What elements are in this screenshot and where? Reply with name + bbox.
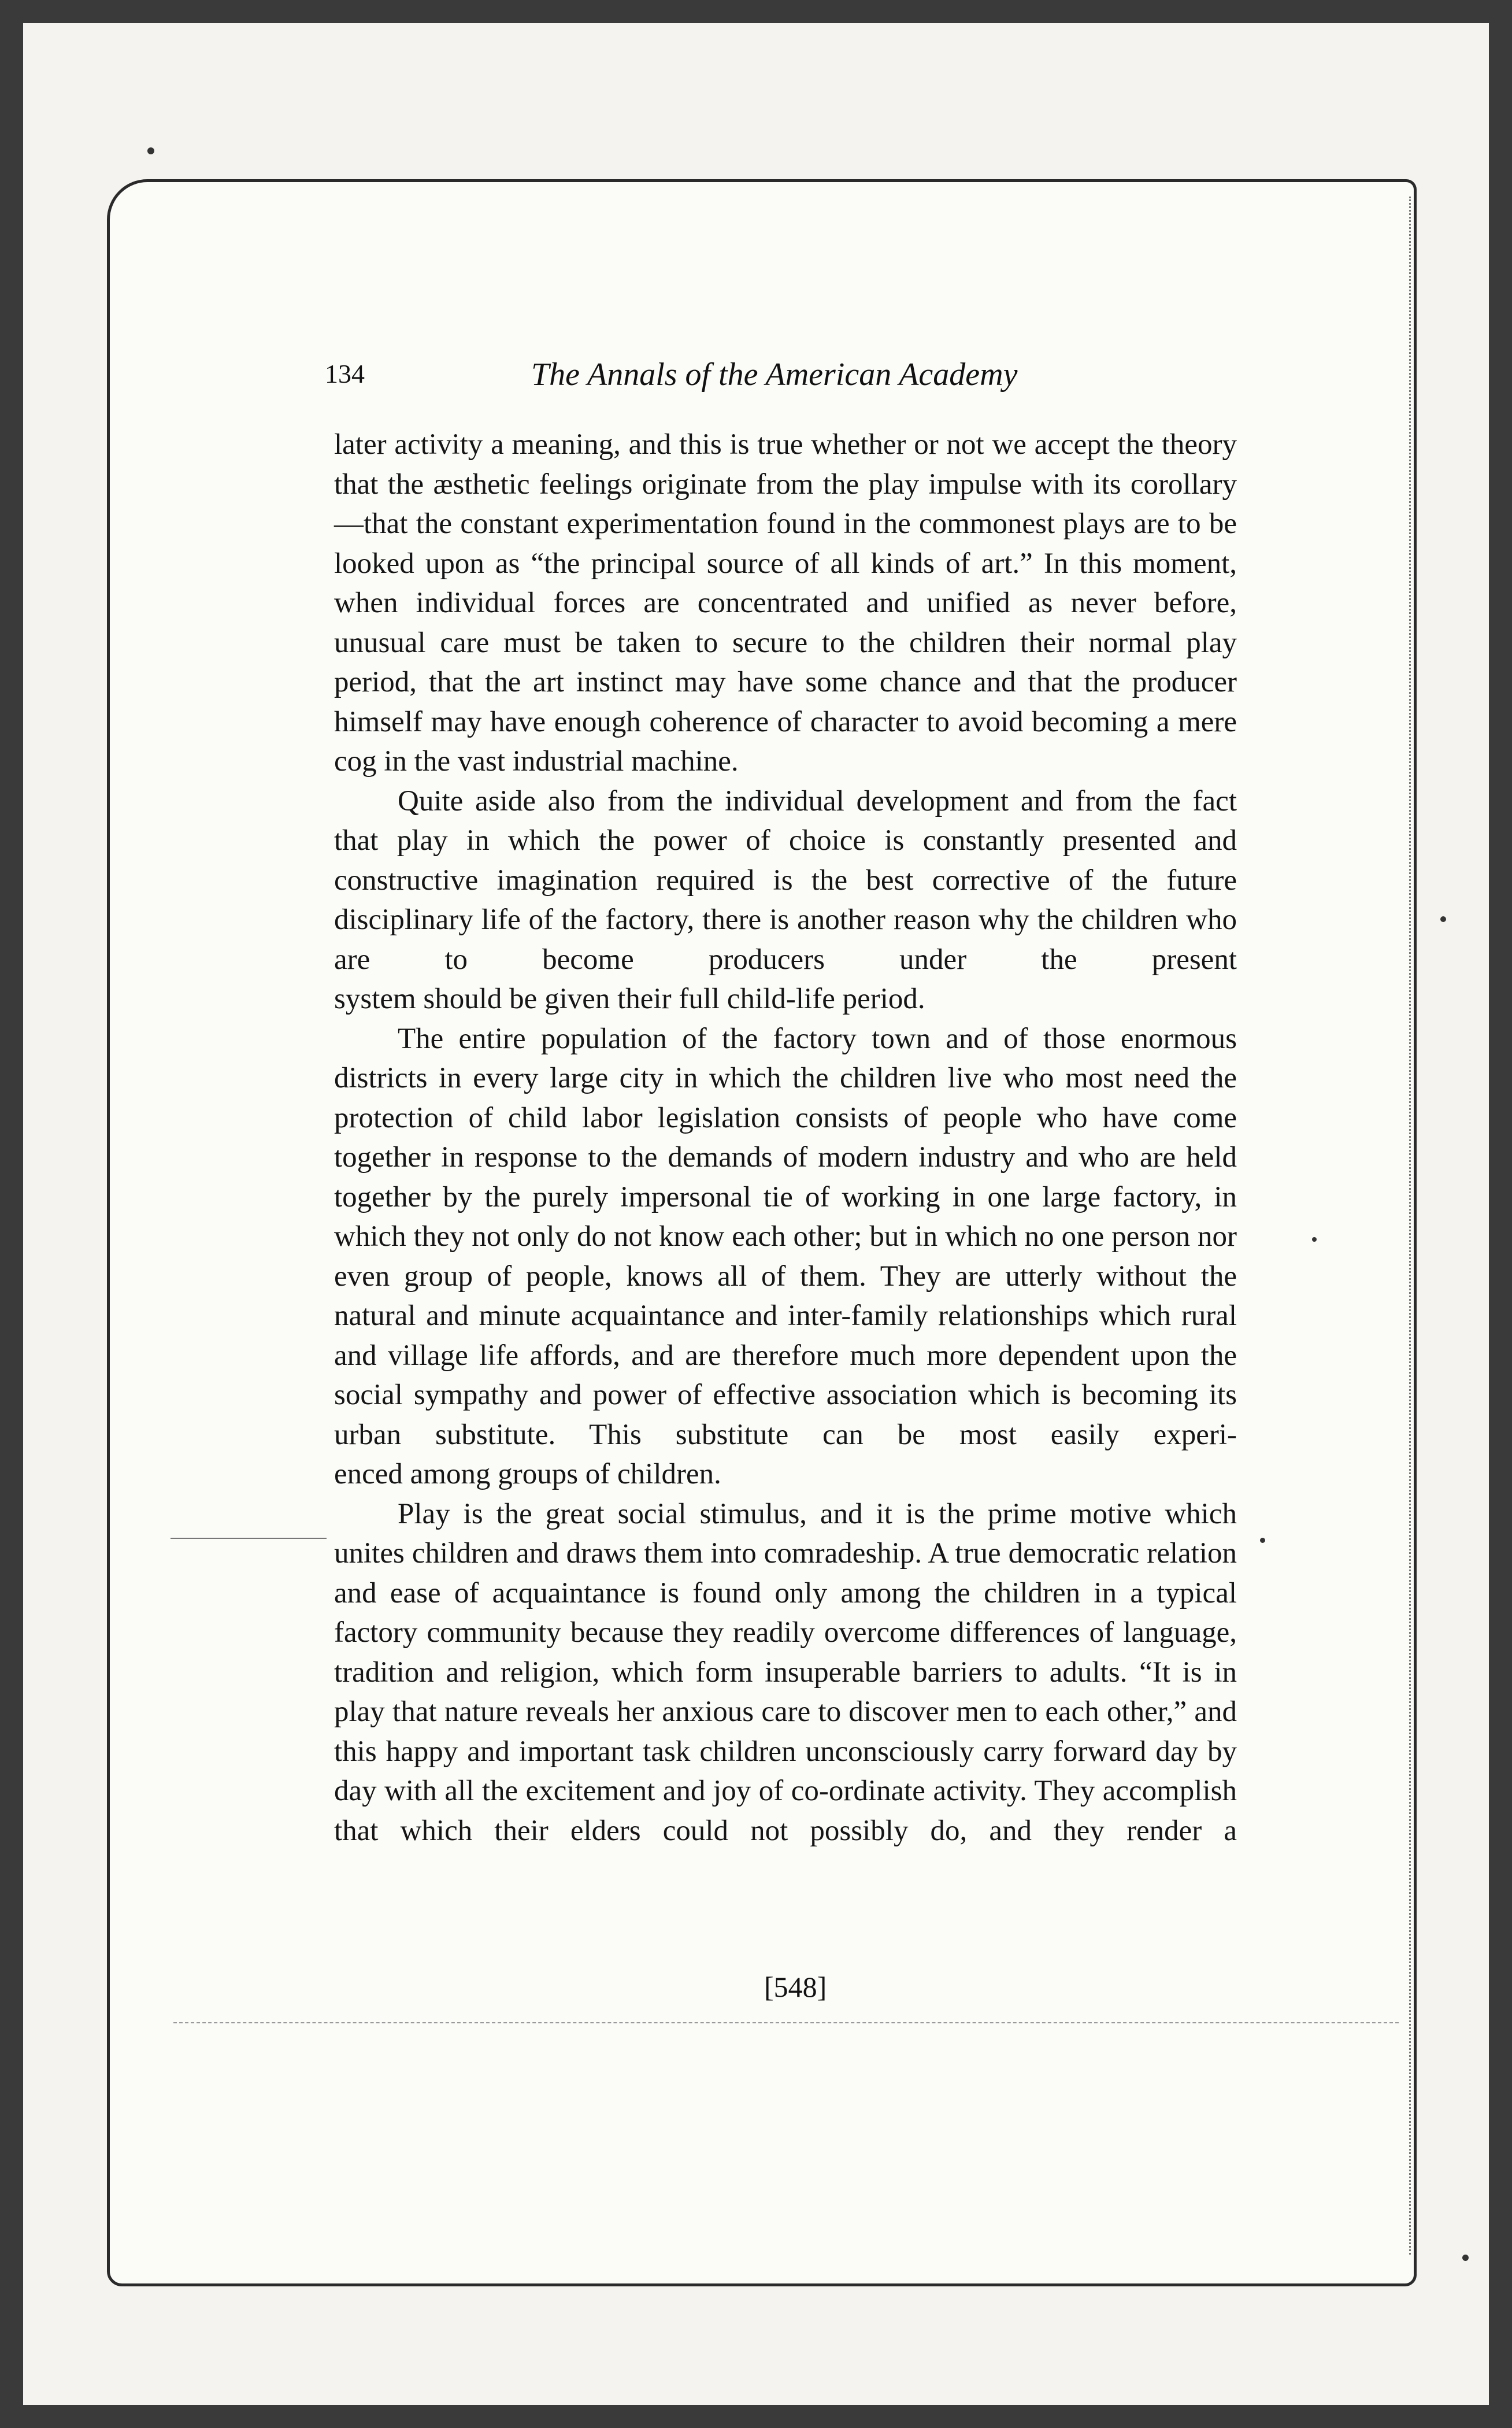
running-title: The Annals of the American Academy [531, 357, 1018, 393]
paragraph [334, 1494, 1237, 1851]
scan-speck [147, 147, 154, 154]
scan-speck [1440, 916, 1446, 922]
scan-speck [1462, 2255, 1469, 2261]
paragraph-text: Quite aside also from the individual development and from the fact that play in which the power of choice is constantly presented and constructive imagination required is the best corrective of the future disciplinary life of the factory, there is another reason why the children who are to become producers under the present [334, 784, 1237, 976]
paragraph [334, 425, 1237, 782]
paragraph-last-line: system should be given their full child-life period. [334, 983, 925, 1015]
fold-line [173, 2022, 1399, 2023]
page-number: 134 [325, 359, 365, 388]
paragraph-last-line: cog in the vast industrial machine. [334, 745, 739, 778]
scan-speck [1312, 1237, 1317, 1242]
paragraph-text: Play is the great social stimulus, and it is the prime motive which unites children and draws them into comradeship. A true democratic relation and ease of acquaintance is found only among the children in a typical factory community because they readily overcome differences of language, tradition and religion, which form insuperable barriers to adults. “It is in play that nature reveals her anxious care to discover men to each other,” and this happy and important task children unconsciously carry forward day by day with all the excitement and joy of co-ordinate activity. They accomplish that which their elders could not possibly do, and they render a [334, 1497, 1237, 1847]
paragraph [334, 782, 1237, 1019]
article-body [334, 425, 1237, 1850]
paragraph-text: later activity a meaning, and this is true whether or not we accept the theory that the æsthetic feelings originate from the play impulse with its corollary—that the constant experimentation found in the commonest plays are to be looked upon as “the principal source of all kinds of art.” In this moment, when individual forces are concentrated and unified as never before, unusual care must be taken to secure to the children their normal play period, that the art instinct may have some chance and that the producer himself may have enough coherence of character to avoid becoming a mere [334, 428, 1237, 738]
bracketed-page-number: [548] [764, 1971, 827, 2003]
paragraph-text: The entire population of the factory town and of those enormous districts in every large city in which the children live who most need the protection of child labor legislation consists of people who have come together in response to the demands of modern industry and who are held together by the purely impersonal tie of working in one large factory, in which they not only do not know each other; but in which no one person nor even group of people, knows all of them. They are utterly without the natural and minute acquaintance and inter-family relationships which rural and village life affords, and are therefore much more dependent upon the social sympathy and power of effective association which is becoming its urban substitute. This substitute can be most easily experi- [334, 1022, 1237, 1451]
margin-dash [171, 1538, 327, 1539]
paragraph-last-line: enced among groups of children. [334, 1458, 721, 1490]
page-header [325, 346, 1250, 398]
scan-speck [1260, 1538, 1265, 1543]
margin-line [1409, 197, 1411, 2255]
paragraph [334, 1019, 1237, 1494]
